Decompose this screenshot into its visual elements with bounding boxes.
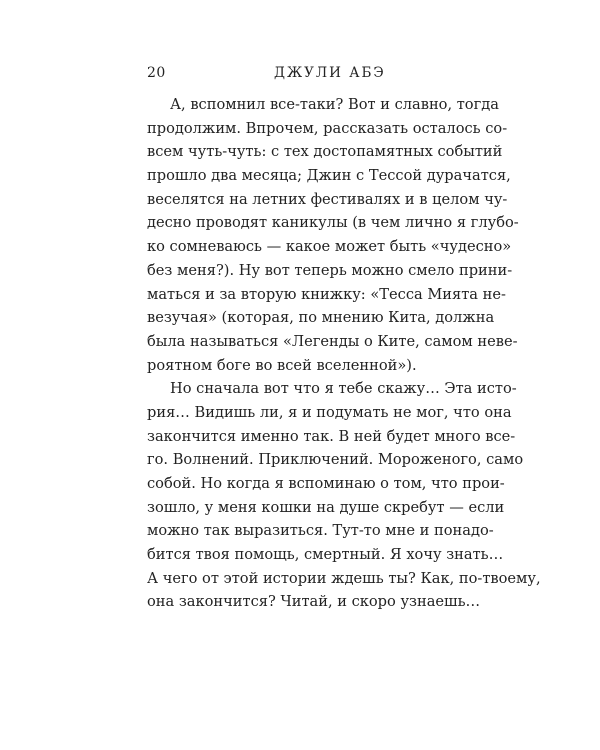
running-head-author: ДЖУЛИ АБЭ <box>274 65 386 81</box>
text-line: продолжим. Впрочем, рассказать осталось со- <box>147 119 508 137</box>
text-line: закончится именно так. В ней будет много все- <box>147 427 516 445</box>
text-line: А, вспомнил все-таки? Вот и славно, тогда <box>170 96 499 113</box>
text-line: го. Волнений. Приключений. Мороженого, само <box>147 451 524 469</box>
text-line: без меня?). Ну вот теперь можно смело прини- <box>147 261 513 279</box>
text-line: прошло два месяца; Джин с Тессой дурачатся, <box>147 167 511 185</box>
text-line: можно так выразиться. Тут-то мне и понадо- <box>147 522 494 540</box>
text-line: она закончится? Читай, и скоро узнаешь… <box>147 593 481 611</box>
page-number: 20 <box>147 65 166 81</box>
text-line: рия… Видишь ли, я и подумать не мог, что она <box>147 403 512 421</box>
paragraph-1 <box>147 93 519 377</box>
text-line: веселятся на летних фестивалях и в целом чу- <box>147 190 508 208</box>
text-line: десно проводят каникулы (в чем лично я глубо- <box>147 214 519 232</box>
text-line: зошло, у меня кошки на душе скребут — если <box>147 498 505 516</box>
text-line: бится твоя помощь, смертный. Я хочу знать… <box>147 546 504 564</box>
text-line: была называться «Легенды о Ките, самом неве- <box>147 332 518 350</box>
text-line: всем чуть-чуть: с тех достопамятных событий <box>147 143 503 161</box>
text-line: ко сомневаюсь — какое может быть «чудесно» <box>147 238 512 256</box>
text-line: Но сначала вот что я тебе скажу… Эта исто- <box>170 380 517 398</box>
text-line: А чего от этой истории ждешь ты? Как, по-твоему, <box>147 569 541 587</box>
text-line: везучая» (которая, по мнению Кита, должна <box>147 309 495 327</box>
text-line: маться и за вторую книжку: «Тесса Мията не- <box>147 285 506 303</box>
body-text <box>147 93 541 614</box>
text-line: роятном боге во всей вселенной»). <box>147 356 417 374</box>
text-line: собой. Но когда я вспоминаю о том, что прои- <box>147 475 505 492</box>
paragraph-2 <box>147 377 541 614</box>
